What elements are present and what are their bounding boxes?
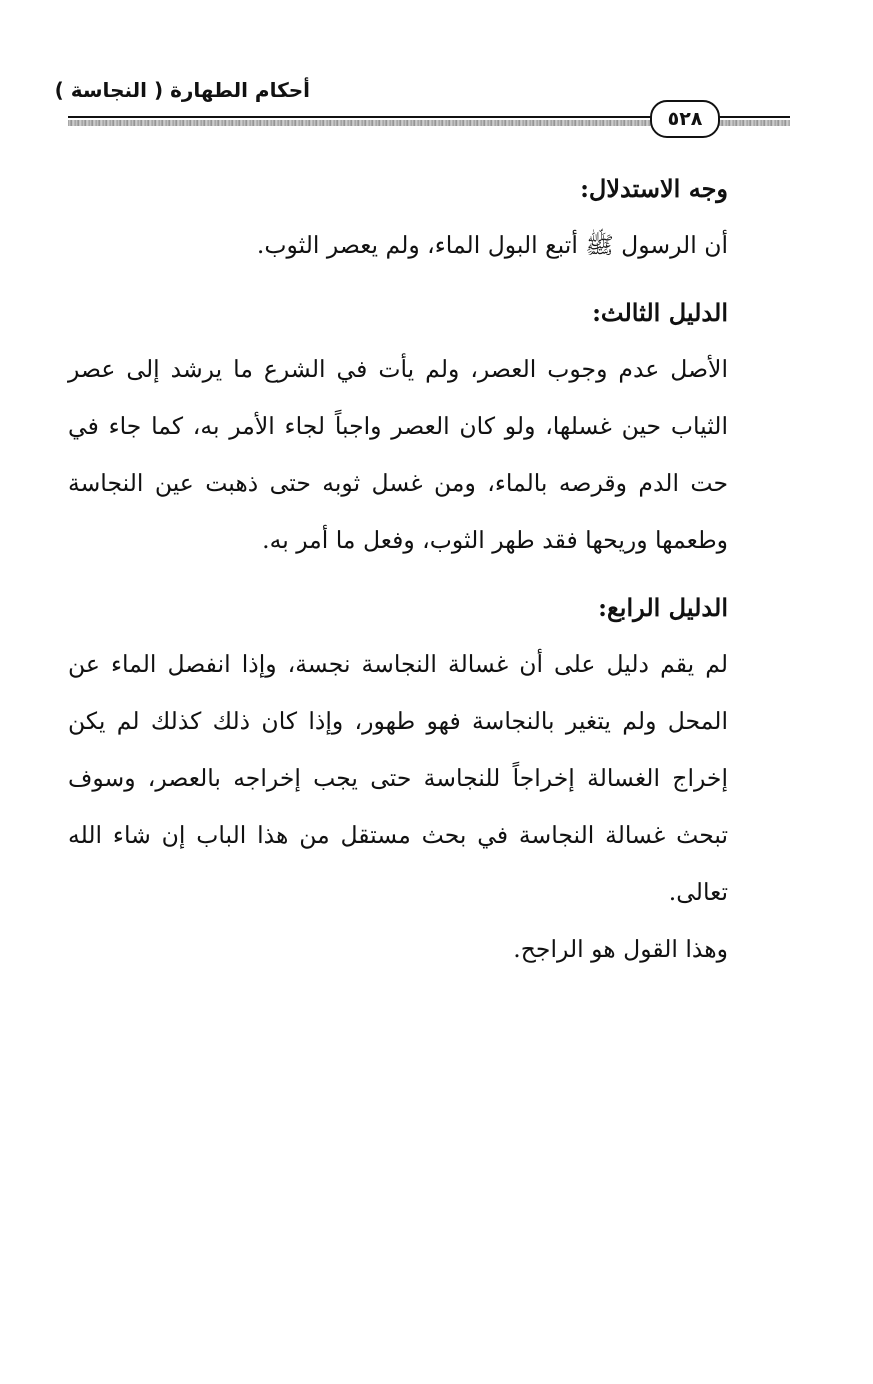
section-text-third-evidence: الأصل عدم وجوب العصر، ولم يأت في الشرع ما يرشد إلى عصر الثياب حين غسلها، ولو كان العصر واجباً لجاء الأمر به، كما جاء في حت الدم وقرصه بالماء، ومن غسل ثوبه حتى ذهبت عين النجاسة وطعمها وريحها فقد طهر الثوب، وفعل ما أمر به. — [68, 355, 728, 554]
section-text-evidence-reasoning: أن الرسول ﷺ أتبع البول الماء، ولم يعصر الثوب. — [256, 231, 728, 259]
section-text-fourth-evidence: لم يقم دليل على أن غسالة النجاسة نجسة، وإذا انفصل الماء عن المحل ولم يتغير بالنجاسة فهو طهور، وإذا كان ذلك كذلك لم يكن إخراج الغسالة إخراجاً للنجاسة حتى يجب إخراجه بالعصر، وسوف تبحث غسالة النجاسة في بحث مستقل من هذا الباب إن شاء الله تعالى. — [68, 650, 728, 906]
section-heading-evidence-reasoning: وجه الاستدلال: — [580, 174, 728, 203]
section-heading-third-evidence: الدليل الثالث: — [592, 298, 728, 327]
spacer — [68, 274, 728, 284]
page-header — [54, 70, 790, 140]
section-heading-fourth-evidence: الدليل الرابع: — [598, 593, 728, 622]
page-number: ٥٢٨ — [650, 100, 720, 138]
spacer — [68, 569, 728, 579]
conclusion-text: وهذا القول هو الراجح. — [513, 935, 728, 963]
running-book-title: أحكام الطهارة ( النجاسة ) — [54, 78, 310, 102]
page-body — [68, 160, 728, 978]
